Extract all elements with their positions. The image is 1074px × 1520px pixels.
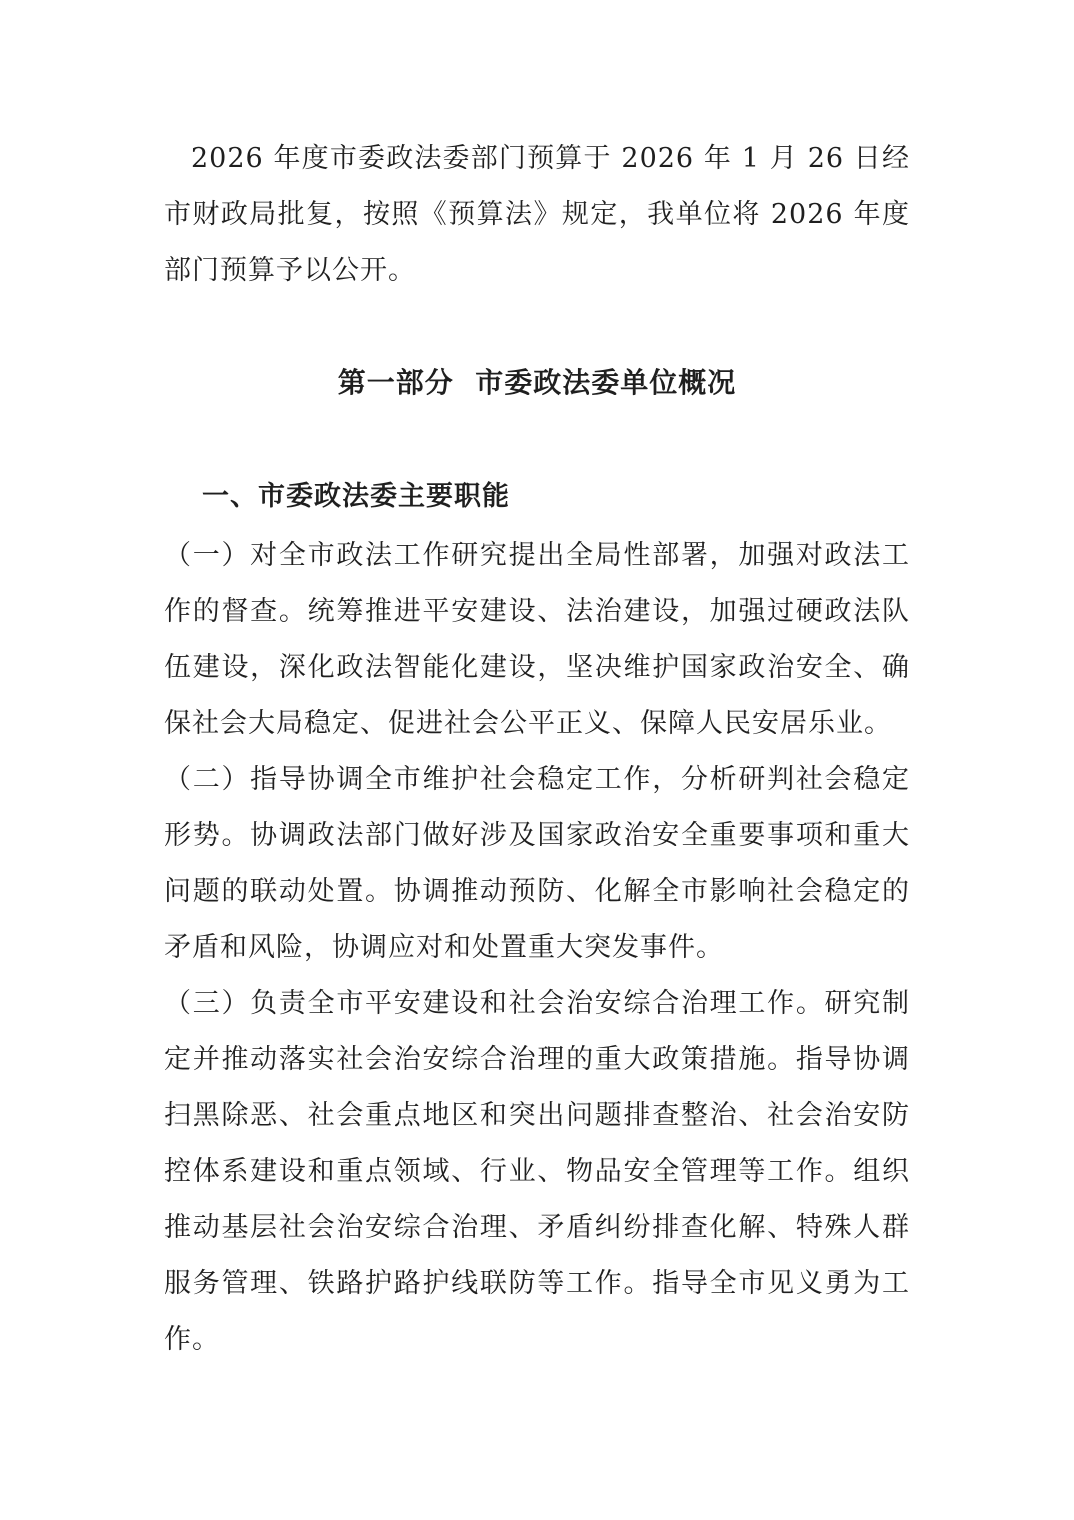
function-item-3: （三）负责全市平安建设和社会治安综合治理工作。研究制定并推动落实社会治安综合治理的重大政策措施。指导协调扫黑除恶、社会重点地区和突出问题排查整治、社会治安防控体系建设和重点领域、行业、物品安全管理等工作。组织推动基层社会治安综合治理、矛盾纠纷排查化解、特殊人群服务管理、铁路护路护线联防等工作。指导全市见义勇为工作。 [164,988,910,1355]
function-item-1: （一）对全市政法工作研究提出全局性部署，加强对政法工作的督查。统筹推进平安建设、法治建设，加强过硬政法队伍建设，深化政法智能化建设，坚决维护国家政治安全、确保社会大局稳定、促进社会公平正义、保障人民安居乐业。 [164,540,910,739]
function-item-2: （二）指导协调全市维护社会稳定工作，分析研判社会稳定形势。协调政法部门做好涉及国家政治安全重要事项和重大问题的联动处置。协调推动预防、化解全市影响社会稳定的矛盾和风险，协调应对和处置重大突发事件。 [164,764,910,963]
intro-paragraph: 2026 年度市委政法委部门预算于 2026 年 1 月 26 日经市财政局批复，按照《预算法》规定，我单位将 2026 年度部门预算予以公开。 [164,143,910,286]
section-heading: 一、市委政法委主要职能 [202,481,510,512]
part-title: 第一部分 市委政法委单位概况 [337,366,737,399]
